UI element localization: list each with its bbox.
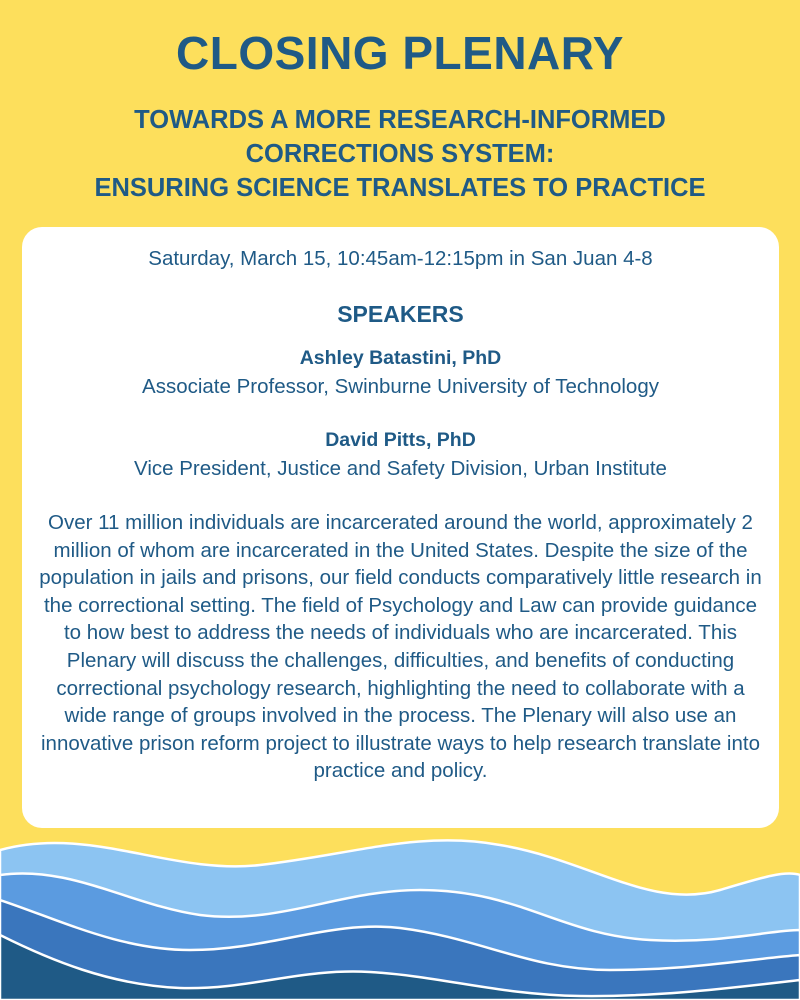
info-card — [22, 227, 779, 828]
speaker-entry — [22, 427, 779, 483]
subtitle-line: TOWARDS A MORE RESEARCH-INFORMED — [134, 106, 666, 134]
decorative-waves — [0, 820, 800, 1000]
speakers-heading: SPEAKERS — [337, 301, 464, 327]
plenary-subtitle — [40, 103, 760, 205]
speaker-role: Vice President, Justice and Safety Division, Urban Institute — [134, 457, 667, 480]
speaker-name: Ashley Batastini, PhD — [299, 347, 502, 369]
speaker-name: David Pitts, PhD — [325, 429, 476, 451]
session-description: Over 11 million individuals are incarcerated around the world, approximately 2 million of whom are incarcerated in the United States. Despite the size of the population in jails and prisons, our field conducts comparatively little research in the correctional setting. The field of Psychology and Law can provide guidance to how best to address the needs of individuals who are incarcerated. This Plenary will discuss the challenges, difficulties, and benefits of conducting correctional psychology research, highlighting the need to collaborate with a wide range of groups involved in the process. The Plenary will also use an innovative prison reform project to illustrate ways to help research translate into practice and policy. — [39, 511, 762, 783]
page-title: CLOSING PLENARY — [176, 27, 624, 79]
subtitle-line: ENSURING SCIENCE TRANSLATES TO PRACTICE — [94, 174, 706, 202]
speaker-entry — [22, 345, 779, 401]
subtitle-line: CORRECTIONS SYSTEM: — [245, 140, 555, 168]
speaker-role: Associate Professor, Swinburne University of Technology — [142, 375, 659, 398]
session-datetime: Saturday, March 15, 10:45am-12:15pm in San Juan 4-8 — [148, 247, 653, 270]
